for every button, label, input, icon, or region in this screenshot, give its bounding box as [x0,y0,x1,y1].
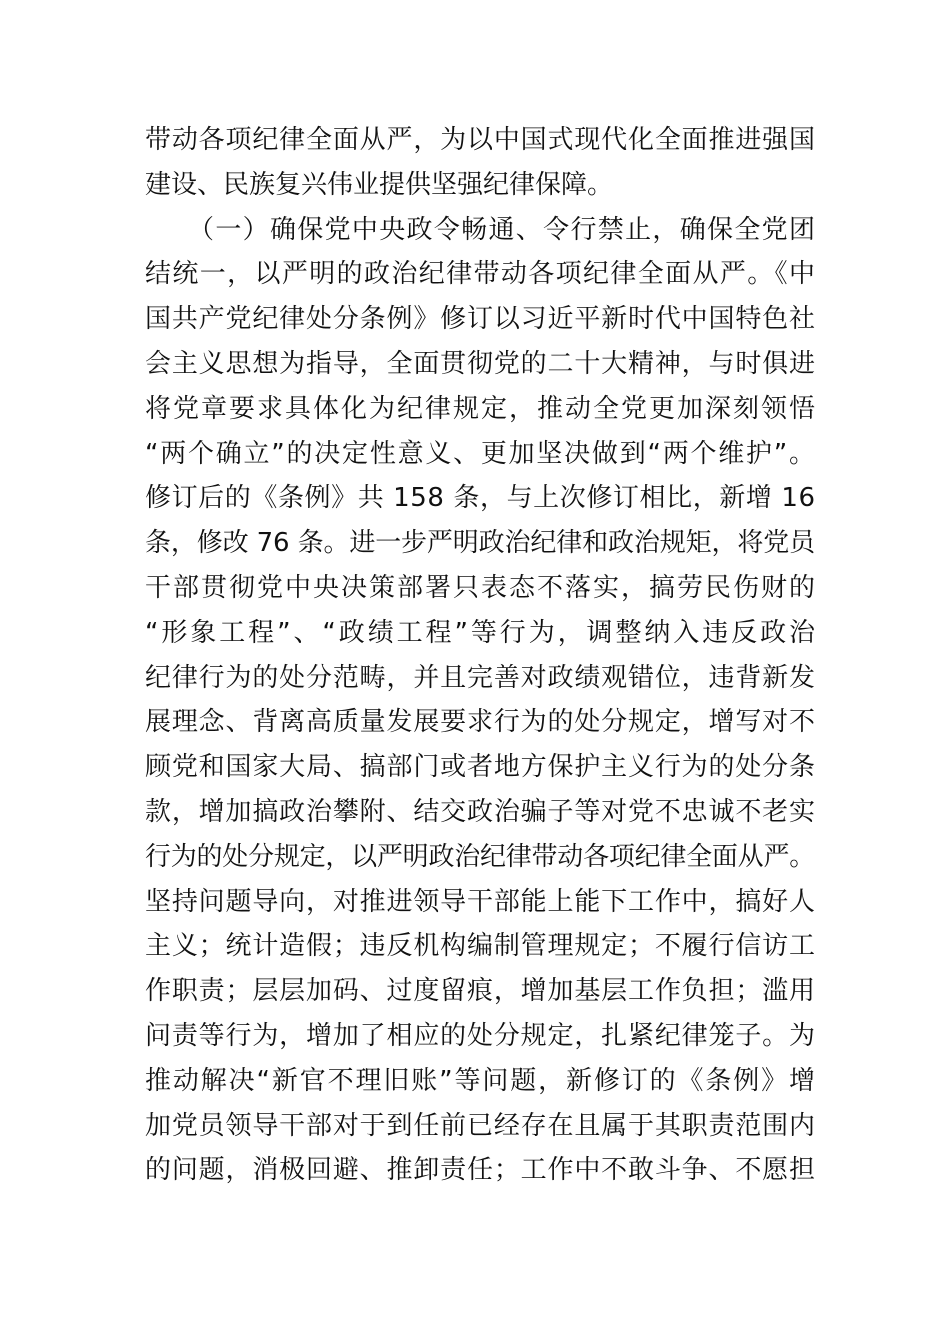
text-line: 坚持问题导向，对推进领导干部能上能下工作中，搞好人 [145,886,816,917]
text-line: 会主义思想为指导，全面贯彻党的二十大精神，与时俱进 [145,348,816,379]
text-line: 将党章要求具体化为纪律规定，推动全党更加深刻领悟 [145,393,817,424]
text-line: 顾党和国家大局、搞部门或者地方保护主义行为的处分条 [145,752,816,783]
text-line: 款，增加搞政治攀附、结交政治骗子等对党不忠诚不老实 [145,796,816,827]
text-line: 纪律行为的处分范畴，并且完善对政绩观错位，违背新发 [145,662,816,693]
text-line: 修订后的《条例》共 158 条，与上次修订相比，新增 16 [145,483,816,514]
text-line: 问责等行为，增加了相应的处分规定，扎紧纪律笼子。为 [145,1020,816,1051]
text-line: “形象工程”、“政绩工程”等行为，调整纳入违反政治 [145,617,818,648]
text-line: 条，修改 76 条。进一步严明政治纪律和政治规矩，将党员 [145,528,815,559]
text-line: 干部贯彻党中央决策部署只表态不落实，搞劳民伤财的 [145,572,817,603]
section-heading-line: （一）确保党中央政令畅通、令行禁止，确保全党团 [188,214,817,245]
text-line: 带动各项纪律全面从严，为以中国式现代化全面推进强国 [145,125,816,155]
text-line: 结统一，以严明的政治纪律带动各项纪律全面从严。《中 [145,259,817,290]
text-line: 国共产党纪律处分条例》修订以习近平新时代中国特色社 [145,304,816,335]
text-line: 推动解决“新官不理旧账”等问题，新修订的《条例》增 [145,1065,817,1096]
text-line: 主义；统计造假；违反机构编制管理规定；不履行信访工 [145,931,816,962]
text-line: 建设、民族复兴伟业提供坚强纪律保障。 [145,169,614,200]
body-text [145,118,818,1193]
text-line: 作职责；层层加码、过度留痕，增加基层工作负担；滥用 [145,976,816,1007]
text-line: 加党员领导干部对于到任前已经存在且属于其职责范围内 [145,1110,816,1141]
text-line: “两个确立”的决定性意义、更加坚决做到“两个维护”。 [145,438,817,469]
text-line: 展理念、背离高质量发展要求行为的处分规定，增写对不 [145,707,816,738]
text-line: 的问题，消极回避、推卸责任；工作中不敢斗争、不愿担 [145,1155,816,1186]
text-line: 行为的处分规定，以严明政治纪律带动各项纪律全面从严。 [145,841,815,872]
